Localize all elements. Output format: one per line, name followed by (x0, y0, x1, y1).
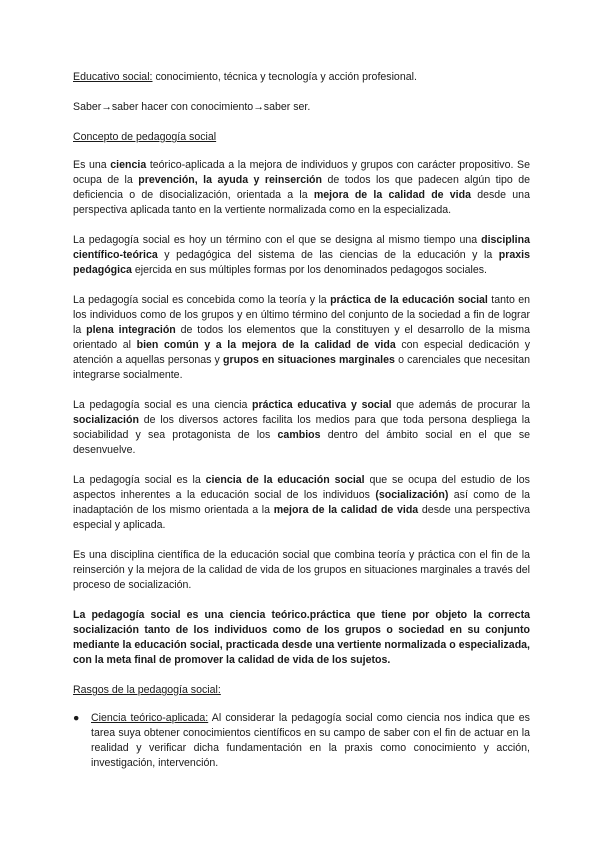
paragraph-2: La pedagogía social es hoy un término con el que se designa al mismo tiempo una disciplina científico-teórica y pedagógica del sistema de las ciencias de la educación y la praxis pedagógica ejercida en sus múltiples formas por los denominados pedagogos sociales. (73, 234, 530, 276)
paragraph-3: La pedagogía social es concebida como la teoría y la práctica de la educación social tanto en los individuos como de los grupos y en último término del conjunto de la sociedad a fin de lograr la plena integración de todos los elementos que la constituyen y el desarrollo de la misma orientado al bien común y a la mejora de la calidad de vida con especial dedicación y atención a aquellas personas y grupos en situaciones marginales o carenciales que necesitan integrarse socialmente. (73, 294, 531, 381)
concept-heading: Concepto de pedagogía social (73, 131, 217, 143)
rasgo-label: Ciencia teórico-aplicada: (91, 712, 209, 724)
paragraph-4: La pedagogía social es una ciencia práctica educativa y social que además de procurar la socialización de los diversos actores facilita los medios para que toda persona despliega la sociabilidad y sea protagonista de los cambios dentro del ámbito social en el que se desenvuelve. (73, 399, 531, 456)
rasgo-text: Al considerar la pedagogía social como ciencia nos indica que es tarea suya obtener conocimientos científicos en su campo de saber con el fin de actuar en la realidad y verificar dicha fundamentación en la praxis como conocimiento y acción, investigación, intervención. (91, 712, 530, 769)
educativo-social-text: conocimiento, técnica y tecnología y acción profesional. (152, 71, 417, 83)
rasgos-heading: Rasgos de la pedagogía social: (73, 684, 221, 696)
bullet-icon: ● (73, 712, 80, 724)
paragraph-6: Es una disciplina científica de la educación social que combina teoría y práctica con el fin de la reinserción y la mejora de la calidad de vida de los grupos en situaciones marginales a través del proceso de socialización. (73, 549, 530, 591)
educativo-social-label: Educativo social: (73, 71, 153, 83)
educativo-social-line (73, 70, 530, 85)
paragraph-1: Es una ciencia teórico-aplicada a la mejora de individuos y grupos con carácter propositivo. Se ocupa de la prevención, la ayuda y reinserción de todos los que padecen algún tipo de deficiencia o de disocialización, orientada a la mejora de la calidad de vida desde una perspectiva aplicada tanto en la vertiente normalizada como en la especializada. (73, 159, 530, 216)
paragraph-7-bold: La pedagogía social es una ciencia teórico.práctica que tiene por objeto la correcta socialización tanto de los individuos como de los grupos o sociedad en su conjunto mediante la educación social, practicada desde una vertiente normalizada o especializada, con la meta final de promover la calidad de vida de los sujetos. (73, 609, 530, 666)
list-item (73, 711, 530, 771)
saber-line: Saber→saber hacer con conocimiento→saber ser. (73, 101, 311, 113)
paragraph-5: La pedagogía social es la ciencia de la educación social que se ocupa del estudio de los aspectos inherentes a la educación social de los individuos (socialización) así como de la inadaptación de los mismo orientada a la mejora de la calidad de vida desde una perspectiva especial y aplicada. (73, 474, 531, 531)
rasgos-list (73, 711, 530, 771)
